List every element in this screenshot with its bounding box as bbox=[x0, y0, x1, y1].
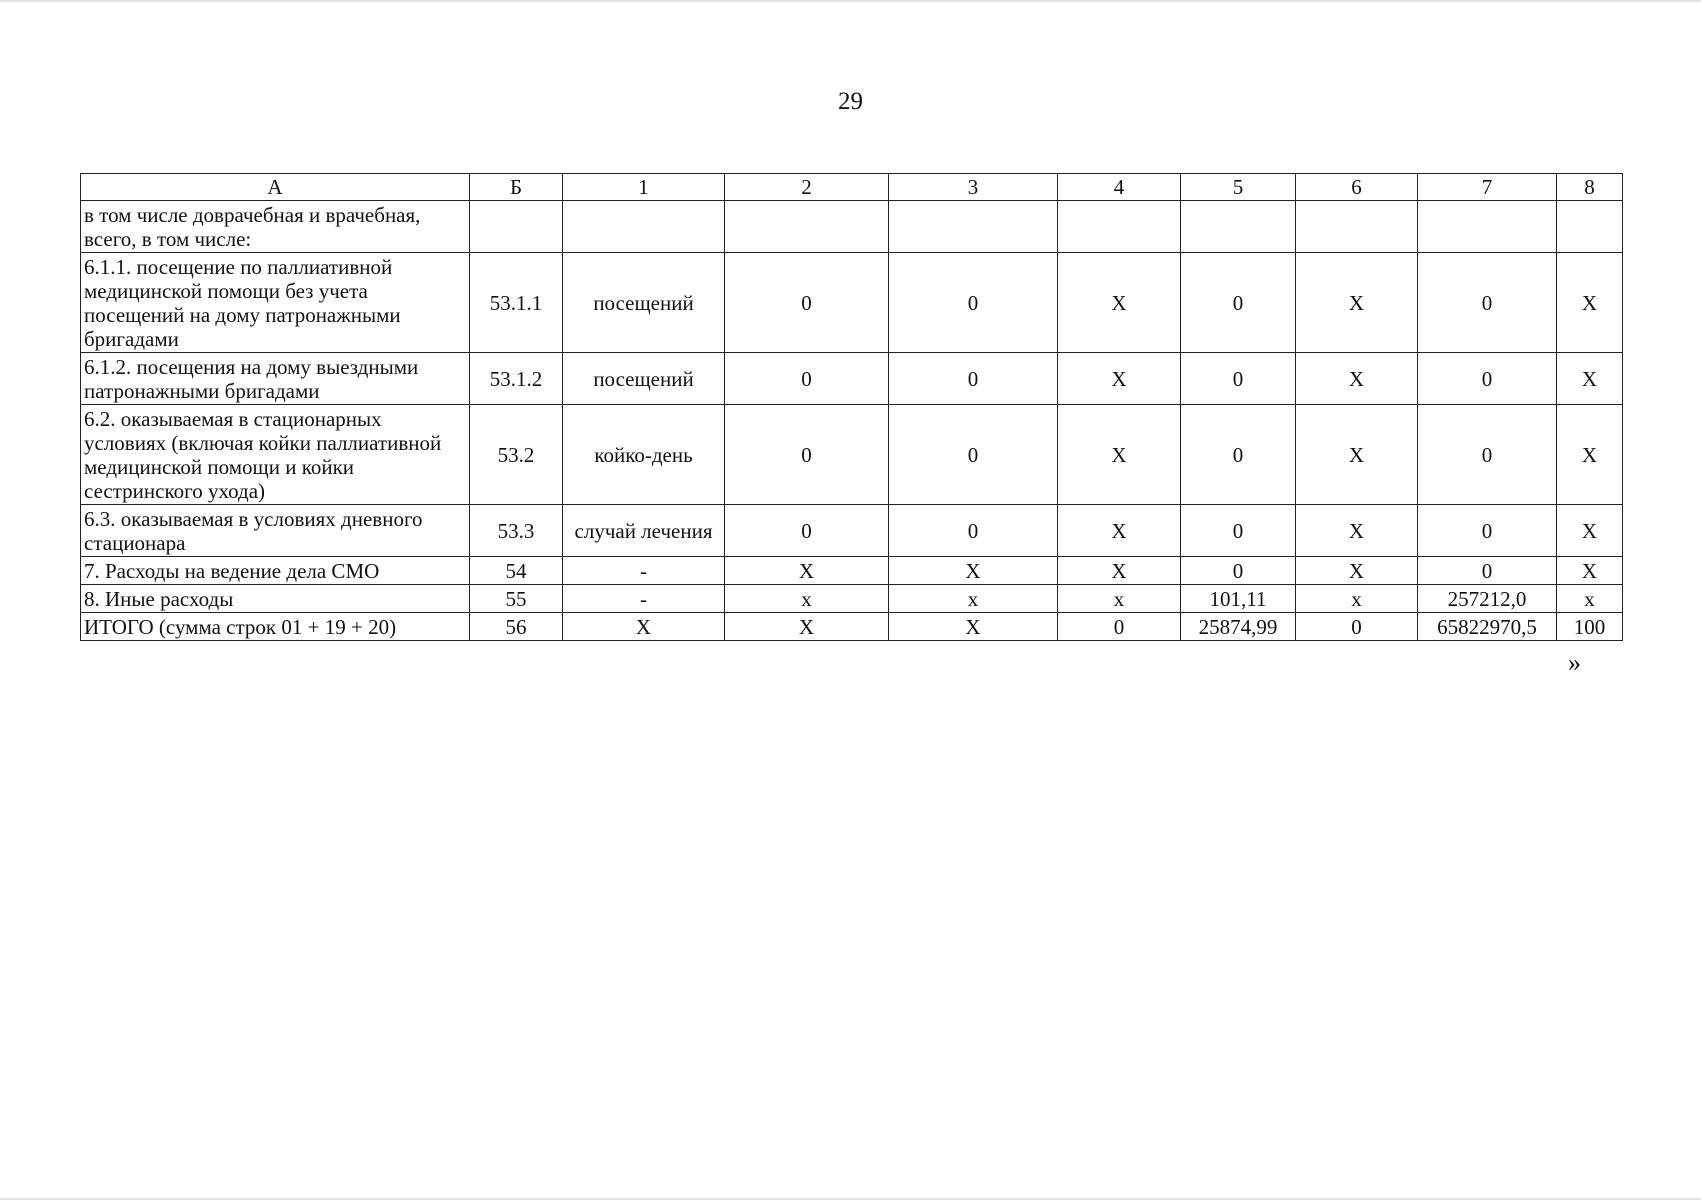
row-label: в том числе доврачебная и врачебная, всего, в том числе: bbox=[81, 201, 470, 253]
table-row bbox=[81, 585, 1623, 613]
table-cell: 0 bbox=[1418, 405, 1557, 505]
table-cell: посещений bbox=[563, 353, 725, 405]
header-cell: 7 bbox=[1418, 174, 1557, 201]
table-cell: X bbox=[1058, 557, 1181, 585]
table-cell: 0 bbox=[1296, 613, 1418, 641]
table-cell: X bbox=[725, 613, 889, 641]
table-cell: 53.3 bbox=[470, 505, 563, 557]
table-cell: 65822970,5 bbox=[1418, 613, 1557, 641]
header-cell: 5 bbox=[1181, 174, 1296, 201]
header-cell: 1 bbox=[563, 174, 725, 201]
table-cell: 0 bbox=[1181, 353, 1296, 405]
table-cell: 0 bbox=[1418, 505, 1557, 557]
table-row bbox=[81, 201, 1623, 253]
table-cell: X bbox=[1058, 353, 1181, 405]
header-cell: 2 bbox=[725, 174, 889, 201]
table-cell: 54 bbox=[470, 557, 563, 585]
report-table bbox=[80, 173, 1623, 641]
table-cell: X bbox=[563, 613, 725, 641]
table-cell: 0 bbox=[1418, 353, 1557, 405]
table-cell: койко-день bbox=[563, 405, 725, 505]
table-cell: X bbox=[1296, 253, 1418, 353]
table-row bbox=[81, 505, 1623, 557]
table-row bbox=[81, 353, 1623, 405]
header-row bbox=[81, 174, 1623, 201]
header-cell: Б bbox=[470, 174, 563, 201]
table-row bbox=[81, 557, 1623, 585]
row-label: 6.3. оказываемая в условиях дневного стационара bbox=[81, 505, 470, 557]
table-cell: X bbox=[1296, 505, 1418, 557]
scan-top-edge bbox=[0, 0, 1701, 2]
table-cell bbox=[1058, 201, 1181, 253]
table-cell bbox=[1181, 201, 1296, 253]
table-cell bbox=[563, 201, 725, 253]
table-cell: X bbox=[889, 613, 1058, 641]
row-label: ИТОГО (сумма строк 01 + 19 + 20) bbox=[81, 613, 470, 641]
row-label: 8. Иные расходы bbox=[81, 585, 470, 613]
header-cell: 6 bbox=[1296, 174, 1418, 201]
row-label: 6.2. оказываемая в стационарных условиях (включая койки паллиативной медицинской помощи и койки сестринского ухода) bbox=[81, 405, 470, 505]
closing-quote-mark: » bbox=[1568, 648, 1581, 677]
table-cell: 101,11 bbox=[1181, 585, 1296, 613]
table-cell: 0 bbox=[1418, 253, 1557, 353]
row-label: 6.1.1. посещение по паллиативной медицинской помощи без учета посещений на дому патронажными бригадами bbox=[81, 253, 470, 353]
row-label: 7. Расходы на ведение дела СМО bbox=[81, 557, 470, 585]
table-cell: X bbox=[1557, 353, 1623, 405]
table-cell: 0 bbox=[725, 405, 889, 505]
table-row bbox=[81, 253, 1623, 353]
table-cell: 0 bbox=[889, 253, 1058, 353]
table-cell: x bbox=[1058, 585, 1181, 613]
table-cell: X bbox=[1296, 557, 1418, 585]
header-cell: 4 bbox=[1058, 174, 1181, 201]
table-cell: случай лечения bbox=[563, 505, 725, 557]
table-cell: 0 bbox=[1058, 613, 1181, 641]
table-cell: 100 bbox=[1557, 613, 1623, 641]
header-cell: 8 bbox=[1557, 174, 1623, 201]
table-cell: X bbox=[725, 557, 889, 585]
table-cell: 257212,0 bbox=[1418, 585, 1557, 613]
table-cell: X bbox=[1058, 405, 1181, 505]
table-cell bbox=[1296, 201, 1418, 253]
table-cell: 53.1.1 bbox=[470, 253, 563, 353]
table-row bbox=[81, 405, 1623, 505]
table-cell: X bbox=[1296, 405, 1418, 505]
table-cell: X bbox=[1557, 405, 1623, 505]
table-cell: X bbox=[889, 557, 1058, 585]
table-cell: 0 bbox=[889, 405, 1058, 505]
table-cell: 25874,99 bbox=[1181, 613, 1296, 641]
header-cell: А bbox=[81, 174, 470, 201]
table-cell: x bbox=[1557, 585, 1623, 613]
table-cell: 53.1.2 bbox=[470, 353, 563, 405]
table-cell bbox=[725, 201, 889, 253]
table-cell: 0 bbox=[725, 353, 889, 405]
table-cell: 0 bbox=[1181, 505, 1296, 557]
table-cell: - bbox=[563, 585, 725, 613]
header-cell: 3 bbox=[889, 174, 1058, 201]
table-cell: - bbox=[563, 557, 725, 585]
table-cell bbox=[1418, 201, 1557, 253]
table-cell: X bbox=[1058, 253, 1181, 353]
table-cell: 0 bbox=[1418, 557, 1557, 585]
table-cell: 53.2 bbox=[470, 405, 563, 505]
table-cell bbox=[470, 201, 563, 253]
table-cell: 0 bbox=[1181, 557, 1296, 585]
table-cell: X bbox=[1058, 505, 1181, 557]
table-cell: 55 bbox=[470, 585, 563, 613]
table-row-total bbox=[81, 613, 1623, 641]
table-cell: посещений bbox=[563, 253, 725, 353]
table-cell: 0 bbox=[889, 353, 1058, 405]
table-cell: 0 bbox=[1181, 253, 1296, 353]
table-cell bbox=[1557, 201, 1623, 253]
table-cell: X bbox=[1557, 253, 1623, 353]
table-cell: X bbox=[1557, 505, 1623, 557]
row-label: 6.1.2. посещения на дому выездными патронажными бригадами bbox=[81, 353, 470, 405]
table-cell: 0 bbox=[725, 253, 889, 353]
table-cell: x bbox=[725, 585, 889, 613]
table-cell: x bbox=[889, 585, 1058, 613]
table-cell: 56 bbox=[470, 613, 563, 641]
table-cell: x bbox=[1296, 585, 1418, 613]
table-cell: 0 bbox=[889, 505, 1058, 557]
table-cell bbox=[889, 201, 1058, 253]
table-cell: 0 bbox=[1181, 405, 1296, 505]
page-number: 29 bbox=[838, 88, 863, 115]
table-cell: X bbox=[1296, 353, 1418, 405]
table-cell: X bbox=[1557, 557, 1623, 585]
table-cell: 0 bbox=[725, 505, 889, 557]
